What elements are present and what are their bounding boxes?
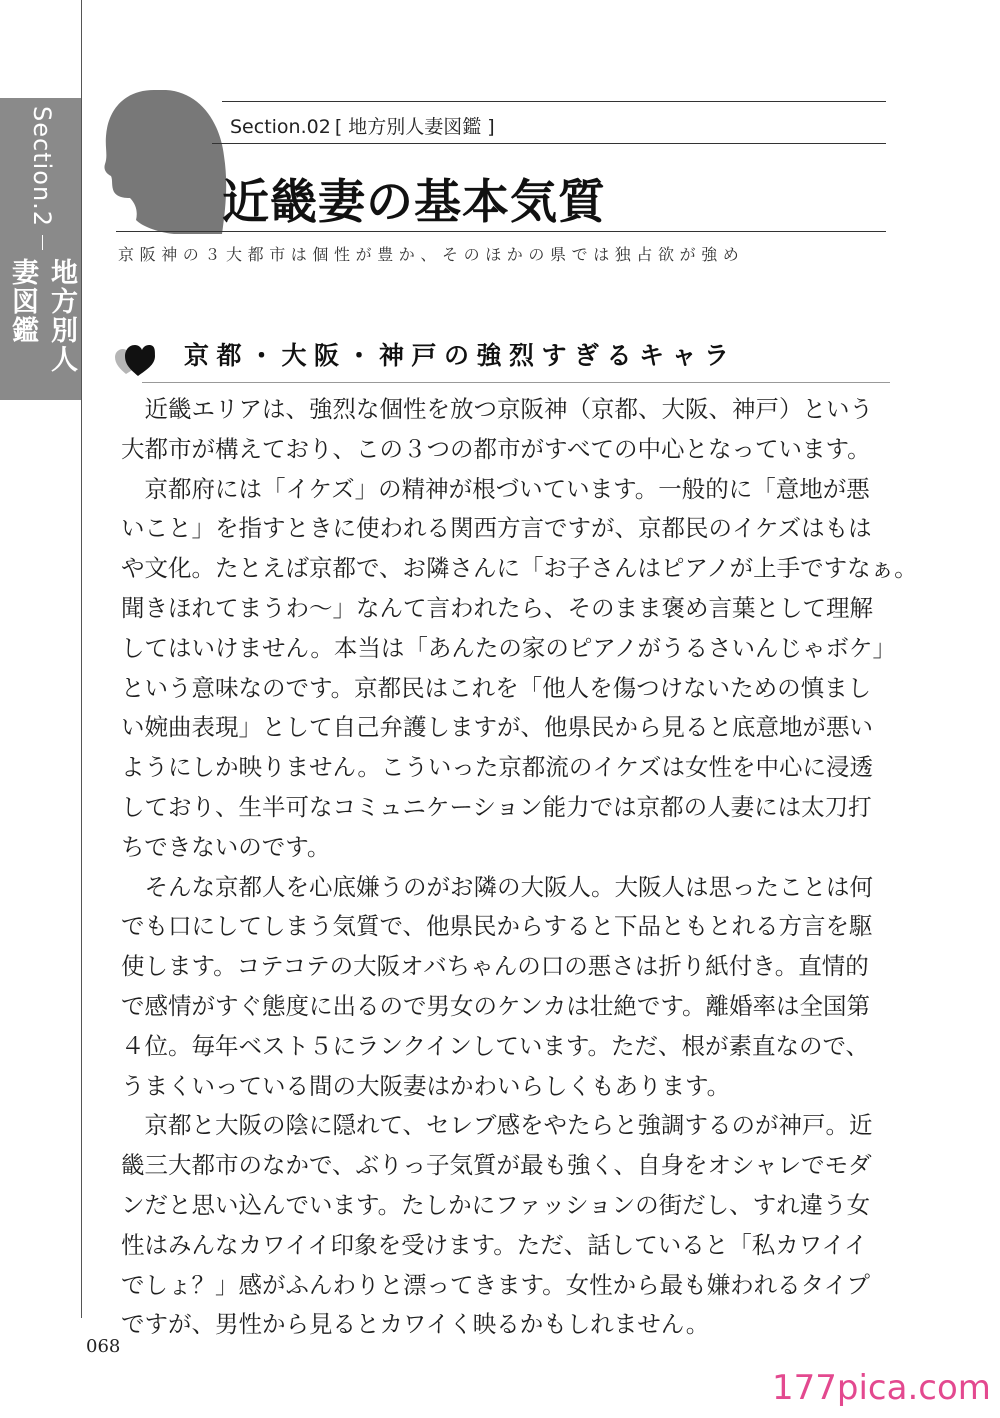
body-line: という意味なのです。京都民はこれを「他人を傷つけないための慎まし <box>121 673 872 702</box>
body-line: 畿三大都市のなかで、ぶりっ子気質が最も強く、自身をオシャレでモダ <box>121 1151 872 1180</box>
body-line: 使します。コテコテの大阪オバちゃんの口の悪さは折り紙付き。直情的 <box>121 952 869 981</box>
body-line: 聞きほれてまうわ～」なんて言われたら、そのまま褒め言葉として理解 <box>121 593 873 622</box>
body-line: うまくいっている間の大阪妻はかわいらしくもあります。 <box>121 1071 731 1100</box>
side-tab-text <box>7 100 77 400</box>
watermark: 177pica.com <box>772 1368 991 1408</box>
body-line: 性はみんなカワイイ印象を受けます。ただ、話していると「私カワイイ <box>121 1230 868 1259</box>
margin-rule <box>81 0 82 1318</box>
body-line: 京都と大阪の陰に隠れて、セレブ感をやたらと強調するのが神戸。近 <box>121 1111 873 1140</box>
body-line: ちできないのです。 <box>121 832 331 861</box>
body-line: 京都府には「イケズ」の精神が根づいています。一般的に「意地が悪 <box>121 474 870 503</box>
side-tab-section: Section.2 <box>28 106 56 228</box>
body-line: でも口にしてしまう気質で、他県民からすると下品ともとれる方言を駆 <box>121 912 873 941</box>
body-line: 近畿エリアは、強烈な個性を放つ京阪神（京都、大阪、神戸）という <box>121 395 873 423</box>
body-line: ンだと思い込んでいます。たしかにファッションの街だし、すれ違う女 <box>121 1190 871 1219</box>
page-title: 近畿妻の基本気質 <box>222 175 606 230</box>
body-line: ですが、男性から見るとカワイく映るかもしれません。 <box>121 1310 710 1339</box>
body-line: で感情がすぐ態度に出るので男女のケンカは壮絶です。離婚率は全国第 <box>121 991 870 1020</box>
woman-silhouette-icon <box>96 86 230 236</box>
header-top-rule <box>222 101 886 102</box>
body-line: でしょ？」感がふんわりと漂ってきます。女性から最も嫌われるタイプ <box>121 1270 870 1299</box>
body-line: 大都市が構えており、この３つの都市がすべての中心となっています。 <box>121 434 871 463</box>
body-line: や文化。たとえば京都で、お隣さんに「お子さんはピアノが上手ですなぁ。 <box>121 554 918 583</box>
section-heading: 京都・大阪・神戸の強烈すぎるキャラ <box>184 341 737 370</box>
body-text <box>121 390 918 1345</box>
page-subtitle: 京阪神の３大都市は個性が豊か、そのほかの県では独占欲が強め <box>118 245 745 264</box>
header-bottom-rule <box>116 231 886 232</box>
side-tab-title: 地方別人妻図鑑 <box>7 258 77 375</box>
side-tab-divider <box>42 235 43 250</box>
section-number: Section.02 <box>230 116 331 138</box>
hearts-icon <box>114 338 156 378</box>
header-mid-rule <box>212 143 886 144</box>
body-line: いこと」を指すときに使われる関西方言ですが、京都民のイケズはもは <box>121 514 872 543</box>
page-number: 068 <box>86 1336 121 1357</box>
body-line: そんな京都人を心底嫌うのがお隣の大阪人。大阪人は思ったことは何 <box>121 872 873 901</box>
body-line: してはいけません。本当は「あんたの家のピアノがうるさいんじゃボケ」 <box>121 633 897 662</box>
body-line: しており、生半可なコミュニケーション能力では京都の人妻には太刀打 <box>121 792 872 821</box>
section-label <box>230 112 495 139</box>
body-line: ４位。毎年ベスト５にランクインしています。ただ、根が素直なので、 <box>121 1031 870 1060</box>
section-heading-rule <box>142 382 890 383</box>
section-category: [ 地方別人妻図鑑 ] <box>334 116 495 138</box>
body-line: い婉曲表現」として自己弁護しますが、他県民から見ると底意地が悪い <box>121 713 873 742</box>
body-line: ようにしか映りません。こういった京都流のイケズは女性を中心に浸透 <box>121 753 873 782</box>
